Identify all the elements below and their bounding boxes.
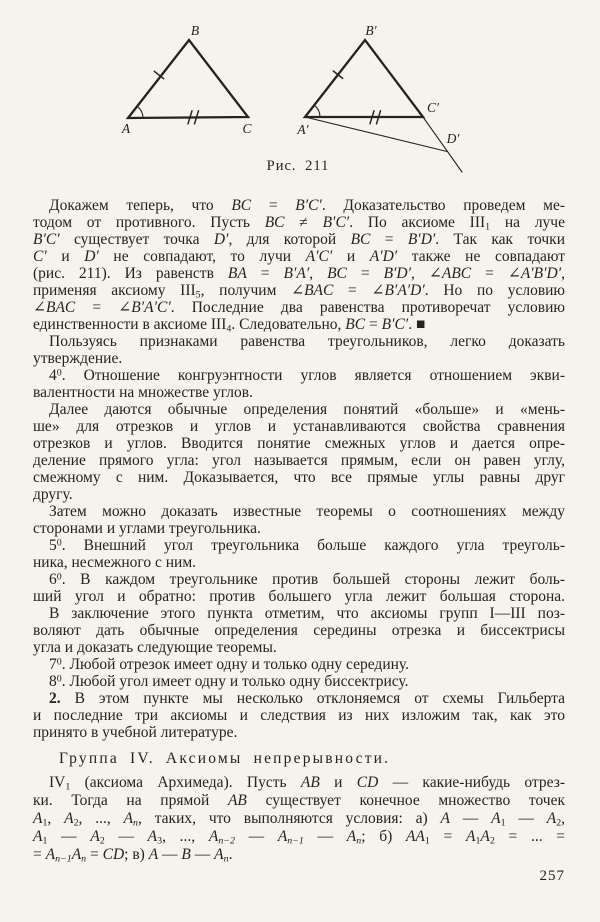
text-line: Затем можно доказать известные теоремы о соотношениях между	[49, 503, 565, 520]
body-text	[33, 197, 565, 864]
vertex-label-d1: D′	[446, 131, 460, 146]
text-line: ∠BAC = ∠B′A′C′. Последние два равенства противоречат условию	[33, 299, 565, 316]
text-line: Пользуясь признаками равенства треугольников, легко доказать	[49, 333, 565, 350]
text-line: угла и доказать следующие теоремы.	[33, 639, 277, 656]
text-line: смежному с ним. Доказывается, что все прямые углы равны друг	[33, 469, 565, 486]
text-line: воляют дать обычные определения середины отрезка и биссектрисы	[33, 622, 565, 639]
triangle-a1b1c1-outline	[305, 40, 423, 117]
section-heading: Группа IV. Аксиомы непрерывности.	[59, 750, 391, 767]
text-line: другу.	[33, 486, 73, 503]
text-line: применяя аксиому $III_5$, получим ∠BAC = ∠B′A′D′. Но по условию	[33, 282, 566, 301]
text-line: отрезков и углов. Вводится понятие смежных углов и дается опре-	[33, 435, 565, 452]
text-line: C′ и D′ не совпадают, то лучи A′C′ и A′D′ также не совпадают	[33, 248, 565, 265]
figure-211	[0, 0, 600, 190]
text-line: и последние три аксиомы и следствия из них изложим так, как это	[33, 707, 565, 724]
segment-a1d1	[305, 117, 447, 152]
figure-caption: Рис. 211	[266, 158, 330, 174]
text-line: тодом от противного. Пусть BC ≠ B′C′. По аксиоме $III_1$ на луче	[33, 214, 565, 233]
page-number: 257	[539, 868, 565, 884]
text-line: единственности в аксиоме $III_4$. Следовательно, BC = B′C′. ■	[33, 316, 426, 335]
text-line: ше» для отрезков и углов и устанавливаются свойства сравнения	[33, 418, 565, 435]
text-line: $A_1$, $A_2$, ..., $A_n$, таких, что выполняются условия: а) A — $A_1$ — $A_2$,	[33, 810, 566, 829]
text-line: В заключение этого пункта отметим, что аксиомы групп I—III поз-	[49, 605, 565, 622]
text-line: $7^0$. Любой отрезок имеет одну и только одну середину.	[49, 656, 409, 673]
vertex-label-b1: B′	[365, 23, 377, 38]
vertex-label-b: B	[190, 23, 200, 38]
text-line: 2. В этом пункте мы несколько отклоняемся от схемы Гильберта	[49, 690, 565, 707]
text-line: (рис. 211). Из равенств BA = B′A′, BC = B′D′, ∠ABC = ∠A′B′D′,	[33, 265, 565, 282]
text-line: $IV_1$ (аксиома Архимеда). Пусть AB и CD — какие-нибудь отрез-	[49, 774, 565, 793]
text-line: утверждение.	[33, 350, 123, 367]
text-line: ника, несмежного с ним.	[33, 554, 197, 571]
text-line: ший угол и обратно: против большего угла лежит большая сторона.	[33, 588, 565, 605]
vertex-label-a: A	[121, 121, 131, 136]
text-line: ки. Тогда на прямой AB существует конечное множество точек	[33, 792, 565, 809]
angle-arc-at-a1	[314, 105, 320, 117]
text-line: Далее даются обычные определения понятий «больше» и «мень-	[49, 401, 565, 418]
text-line: Докажем теперь, что BC = B′C′. Доказательство проведем ме-	[49, 197, 566, 214]
text-line: B′C′ существует точка D′, для которой BC = B′D′. Так как точки	[33, 231, 565, 248]
text-line: деление прямого угла: угол называется прямым, если он равен углу,	[33, 452, 565, 469]
text-line: валентности на множестве углов.	[33, 384, 253, 401]
text-line: $6^0$. В каждом треугольнике против большей стороны лежит боль-	[49, 571, 565, 588]
triangle-abc-outline	[128, 40, 248, 118]
vertex-label-c: C	[242, 121, 252, 136]
text-line: принято в учебной литературе.	[33, 724, 238, 741]
axiom-paragraph	[33, 774, 565, 864]
text-line: = $A_{n-1}A_n$ = CD; в) A — B — $A_n$.	[33, 846, 233, 865]
vertex-label-a1: A′	[297, 122, 309, 137]
text-line: $A_1$ — $A_2$ — $A_3$, ..., $A_{n-2}$ — $A_{n-1}$ — $A_n$; б) $AA_1 = A_1A_2$ = ... =	[33, 828, 566, 847]
text-line: $5^0$. Внешний угол треугольника больше каждого угла треуголь-	[49, 537, 565, 554]
text-line: $8^0$. Любой угол имеет одну и только одну биссектрису.	[49, 673, 409, 690]
vertex-label-c1: C′	[427, 100, 439, 115]
angle-arc-at-a	[137, 106, 143, 118]
text-line: сторонами и углами треугольника.	[33, 520, 261, 537]
text-line: $4^0$. Отношение конгруэнтности углов является отношением экви-	[49, 367, 565, 384]
